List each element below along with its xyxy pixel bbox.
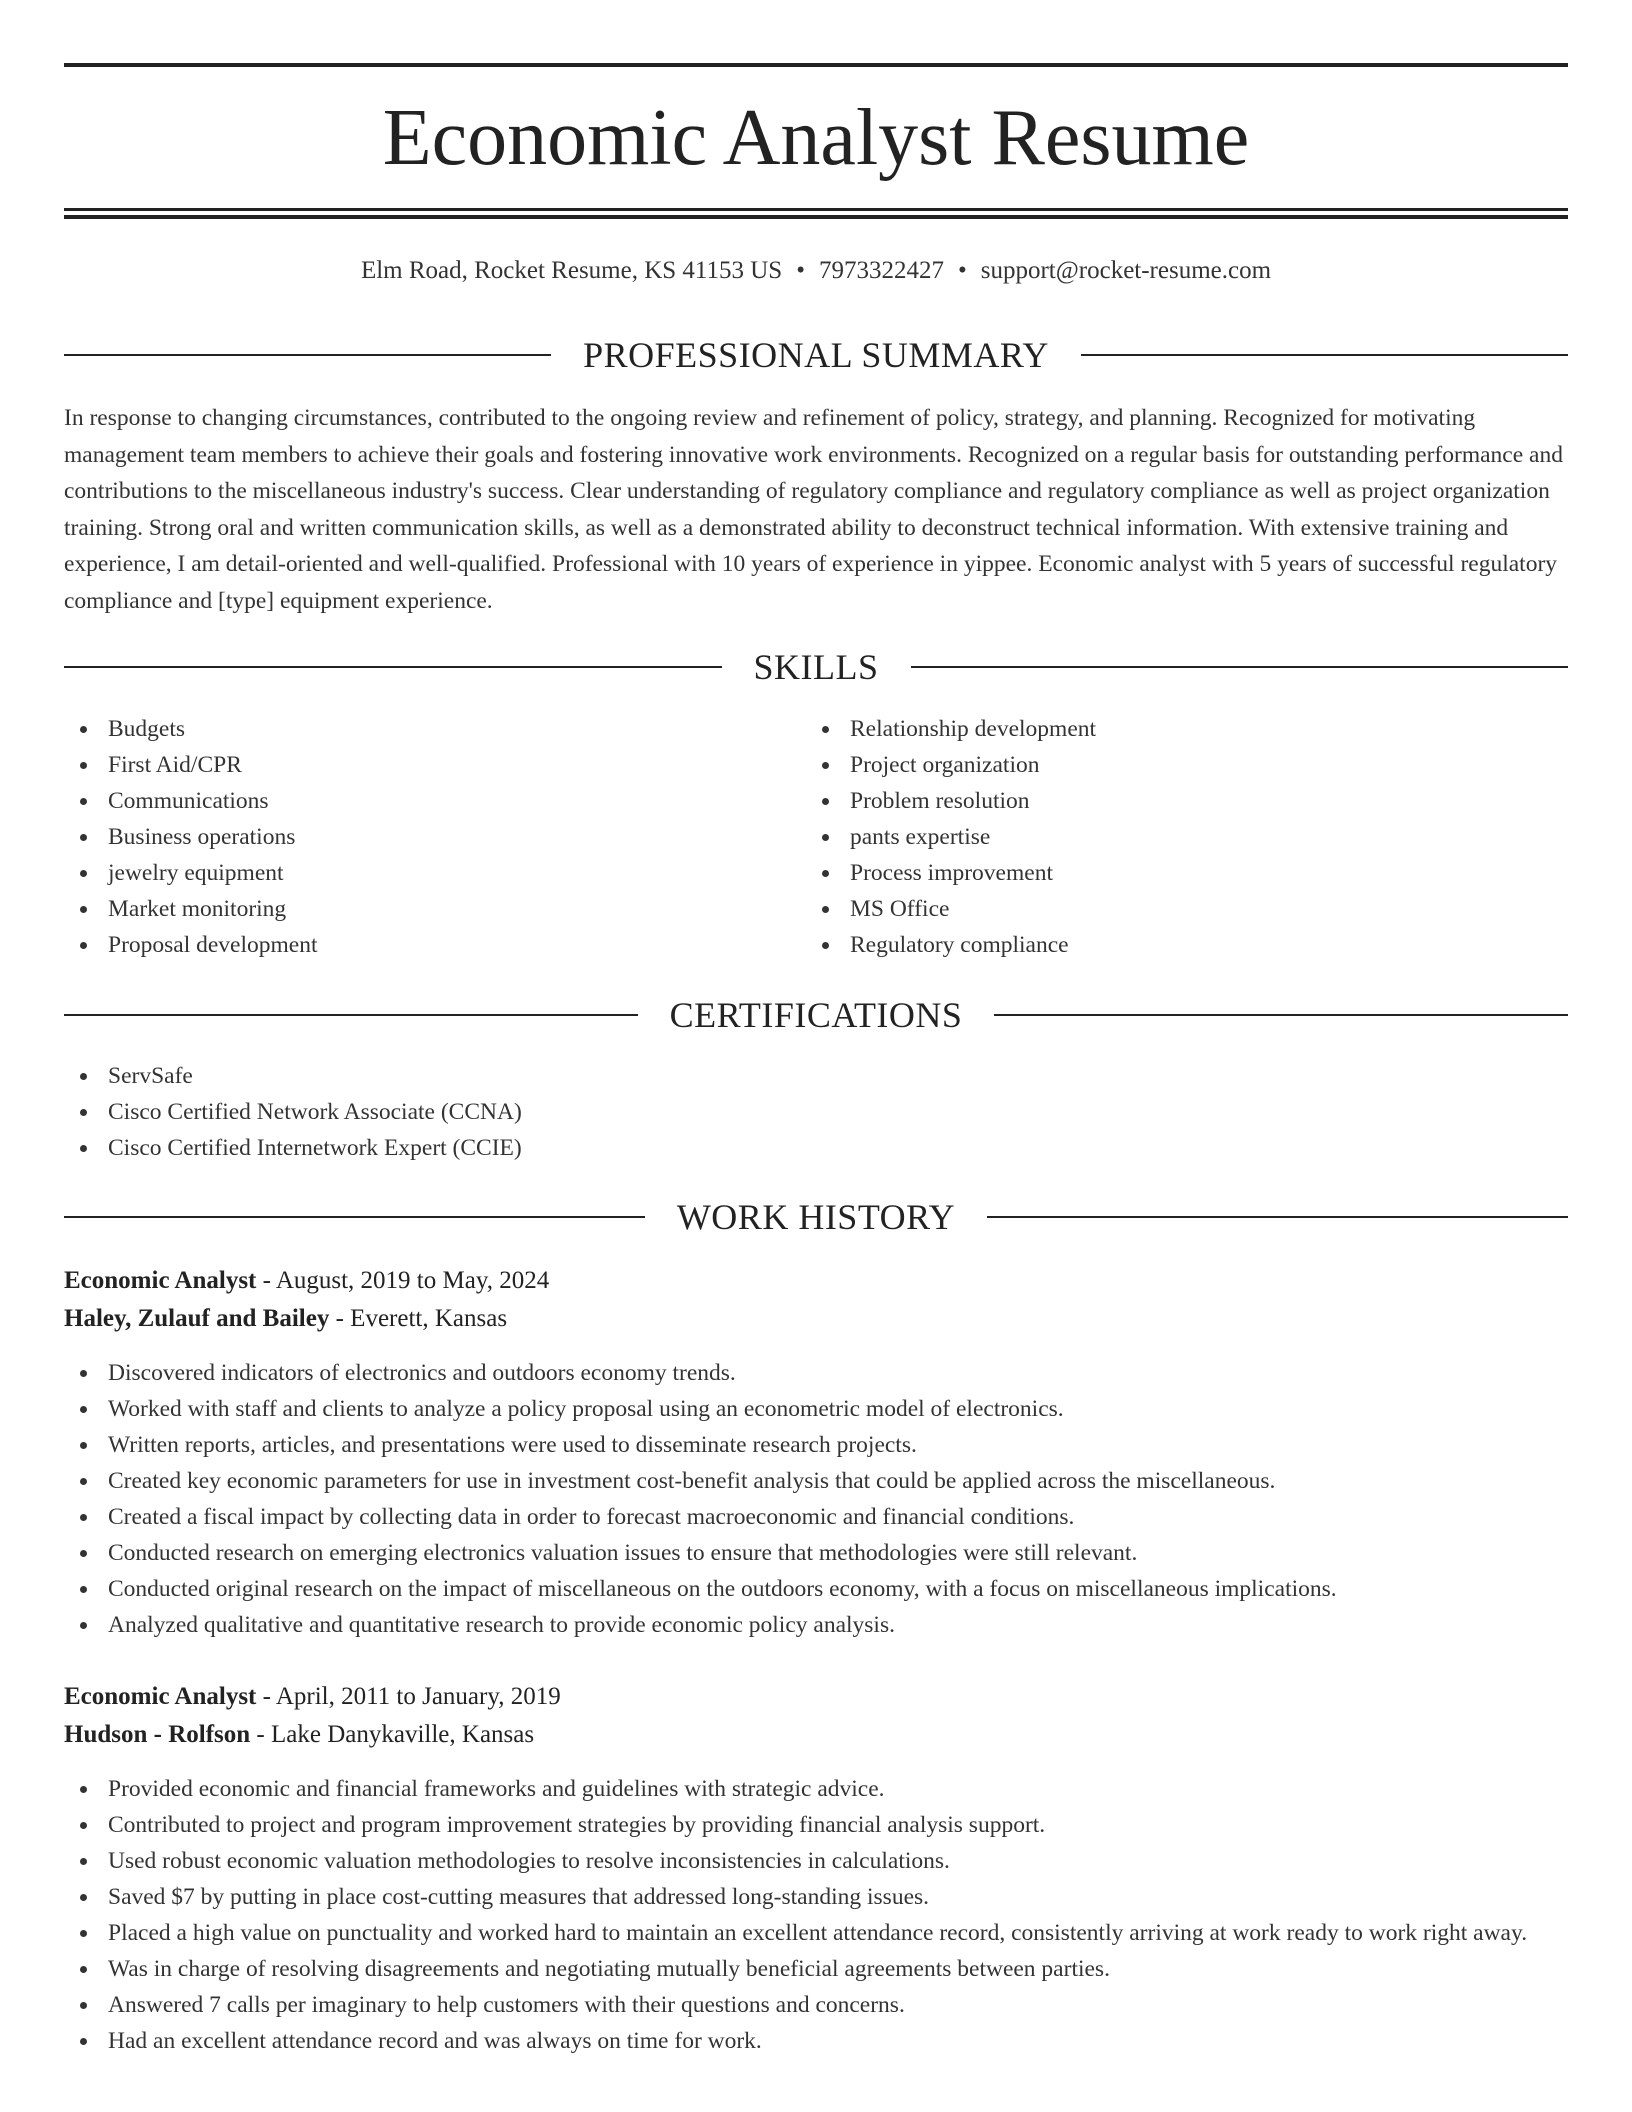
skill-item: Regulatory compliance xyxy=(806,927,1506,963)
summary-text: In response to changing circumstances, contributed to the ongoing review and refinement of policy, strategy, and planning. Recognized for motivating management team members to achieve their goals and fostering innovative work environments. Recognized on a regular basis for outstanding performance and contributions to the miscellaneous industry's success. Clear understanding of regulatory compliance and regulatory compliance as well as project organization training. Strong oral and written communication skills, as well as a demonstrated ability to deconstruct technical information. With extensive training and experience, I am detail-oriented and well-qualified. Professional with 10 years of experience in yippee. Economic analyst with 5 years of successful regulatory compliance and [type] equipment experience. xyxy=(64,405,1563,614)
certification-item: Cisco Certified Internetwork Expert (CCIE) xyxy=(64,1130,1464,1166)
job-company-line xyxy=(64,1301,1568,1337)
work-history-heading-label: WORK HISTORY xyxy=(676,1197,956,1237)
job-company-line xyxy=(64,1717,1568,1753)
job-bullet: Provided economic and financial frameworks and guidelines with strategic advice. xyxy=(64,1771,1568,1807)
skill-item: Project organization xyxy=(806,747,1506,783)
heading-rule xyxy=(64,1216,645,1218)
heading-rule xyxy=(1081,354,1568,356)
job-bullet: Placed a high value on punctuality and worked hard to maintain an excellent attendance record, consistently arriving at work ready to work right away. xyxy=(64,1915,1568,1951)
heading-rule xyxy=(911,666,1569,668)
contact-line xyxy=(64,254,1568,288)
job-bullet: Answered 7 calls per imaginary to help customers with their questions and concerns. xyxy=(64,1987,1568,2023)
job-bullet: Created a fiscal impact by collecting data in order to forecast macroeconomic and financial conditions. xyxy=(64,1499,1568,1535)
contact-phone: 7973322427 xyxy=(818,257,944,284)
job-bullet: Analyzed qualitative and quantitative research to provide economic policy analysis. xyxy=(64,1607,1568,1643)
heading-rule xyxy=(64,666,722,668)
certification-item: ServSafe xyxy=(64,1058,1464,1094)
job-dates: - August, 2019 to May, 2024 xyxy=(256,1267,550,1294)
certifications-heading-label: CERTIFICATIONS xyxy=(669,995,963,1035)
job-bullet: Conducted original research on the impact of miscellaneous on the outdoors economy, with a focus on miscellaneous implications. xyxy=(64,1571,1568,1607)
job-bullets xyxy=(64,1771,1568,2059)
job-location: - Lake Danykaville, Kansas xyxy=(250,1721,535,1748)
skill-item: MS Office xyxy=(806,891,1506,927)
title-double-rule xyxy=(64,208,1568,219)
skill-item: First Aid/CPR xyxy=(64,747,764,783)
job-bullet: Used robust economic valuation methodologies to resolve inconsistencies in calculations. xyxy=(64,1843,1568,1879)
heading-rule xyxy=(994,1014,1568,1016)
heading-rule xyxy=(64,1014,638,1016)
skill-item: Market monitoring xyxy=(64,891,764,927)
skill-item: Business operations xyxy=(64,819,764,855)
job-dates: - April, 2011 to January, 2019 xyxy=(256,1683,561,1710)
job-company: Hudson - Rolfson xyxy=(64,1721,251,1748)
job-bullet: Written reports, articles, and presentations were used to disseminate research projects. xyxy=(64,1427,1568,1463)
skill-item: Relationship development xyxy=(806,711,1506,747)
job-title-line xyxy=(64,1679,1568,1715)
job-company: Haley, Zulauf and Bailey xyxy=(64,1305,330,1332)
skill-item: Communications xyxy=(64,783,764,819)
skill-item: Budgets xyxy=(64,711,764,747)
job-bullets xyxy=(64,1355,1568,1643)
job-bullet: Conducted research on emerging electronics valuation issues to ensure that methodologies were still relevant. xyxy=(64,1535,1568,1571)
job-bullet: Had an excellent attendance record and was always on time for work. xyxy=(64,2023,1568,2059)
skill-item: Problem resolution xyxy=(806,783,1506,819)
top-rule xyxy=(64,63,1568,67)
skill-item: Process improvement xyxy=(806,855,1506,891)
job-bullet: Saved $7 by putting in place cost-cutting measures that addressed long-standing issues. xyxy=(64,1879,1568,1915)
heading-rule xyxy=(64,354,551,356)
job-bullet: Discovered indicators of electronics and outdoors economy trends. xyxy=(64,1355,1568,1391)
contact-email: support@rocket-resume.com xyxy=(980,257,1272,284)
page-title: Economic Analyst Resume xyxy=(382,94,1250,182)
skills-list-left xyxy=(64,711,764,963)
job-bullet: Created key economic parameters for use in investment cost-benefit analysis that could be applied across the miscellaneous. xyxy=(64,1463,1568,1499)
contact-separator: • xyxy=(796,257,805,284)
skill-item: pants expertise xyxy=(806,819,1506,855)
heading-rule xyxy=(987,1216,1568,1218)
job-bullet: Was in charge of resolving disagreements and negotiating mutually beneficial agreements between parties. xyxy=(64,1951,1568,1987)
job-bullet: Worked with staff and clients to analyze a policy proposal using an econometric model of electronics. xyxy=(64,1391,1568,1427)
job-title-line xyxy=(64,1263,1568,1299)
certification-item: Cisco Certified Network Associate (CCNA) xyxy=(64,1094,1464,1130)
job-title: Economic Analyst xyxy=(64,1267,257,1294)
contact-address: Elm Road, Rocket Resume, KS 41153 US xyxy=(360,257,783,284)
summary-heading-label: PROFESSIONAL SUMMARY xyxy=(583,335,1049,375)
certifications-heading xyxy=(64,993,1568,1037)
job-title: Economic Analyst xyxy=(64,1683,257,1710)
work-history-heading xyxy=(64,1195,1568,1239)
job-bullet: Contributed to project and program improvement strategies by providing financial analysis support. xyxy=(64,1807,1568,1843)
certifications-list xyxy=(64,1058,1464,1166)
skills-heading-label: SKILLS xyxy=(753,647,879,687)
job-location: - Everett, Kansas xyxy=(329,1305,508,1332)
skill-item: jewelry equipment xyxy=(64,855,764,891)
skills-heading xyxy=(64,645,1568,689)
contact-separator: • xyxy=(957,257,967,284)
skills-list-right xyxy=(806,711,1506,963)
summary-heading xyxy=(64,333,1568,377)
skill-item: Proposal development xyxy=(64,927,764,963)
